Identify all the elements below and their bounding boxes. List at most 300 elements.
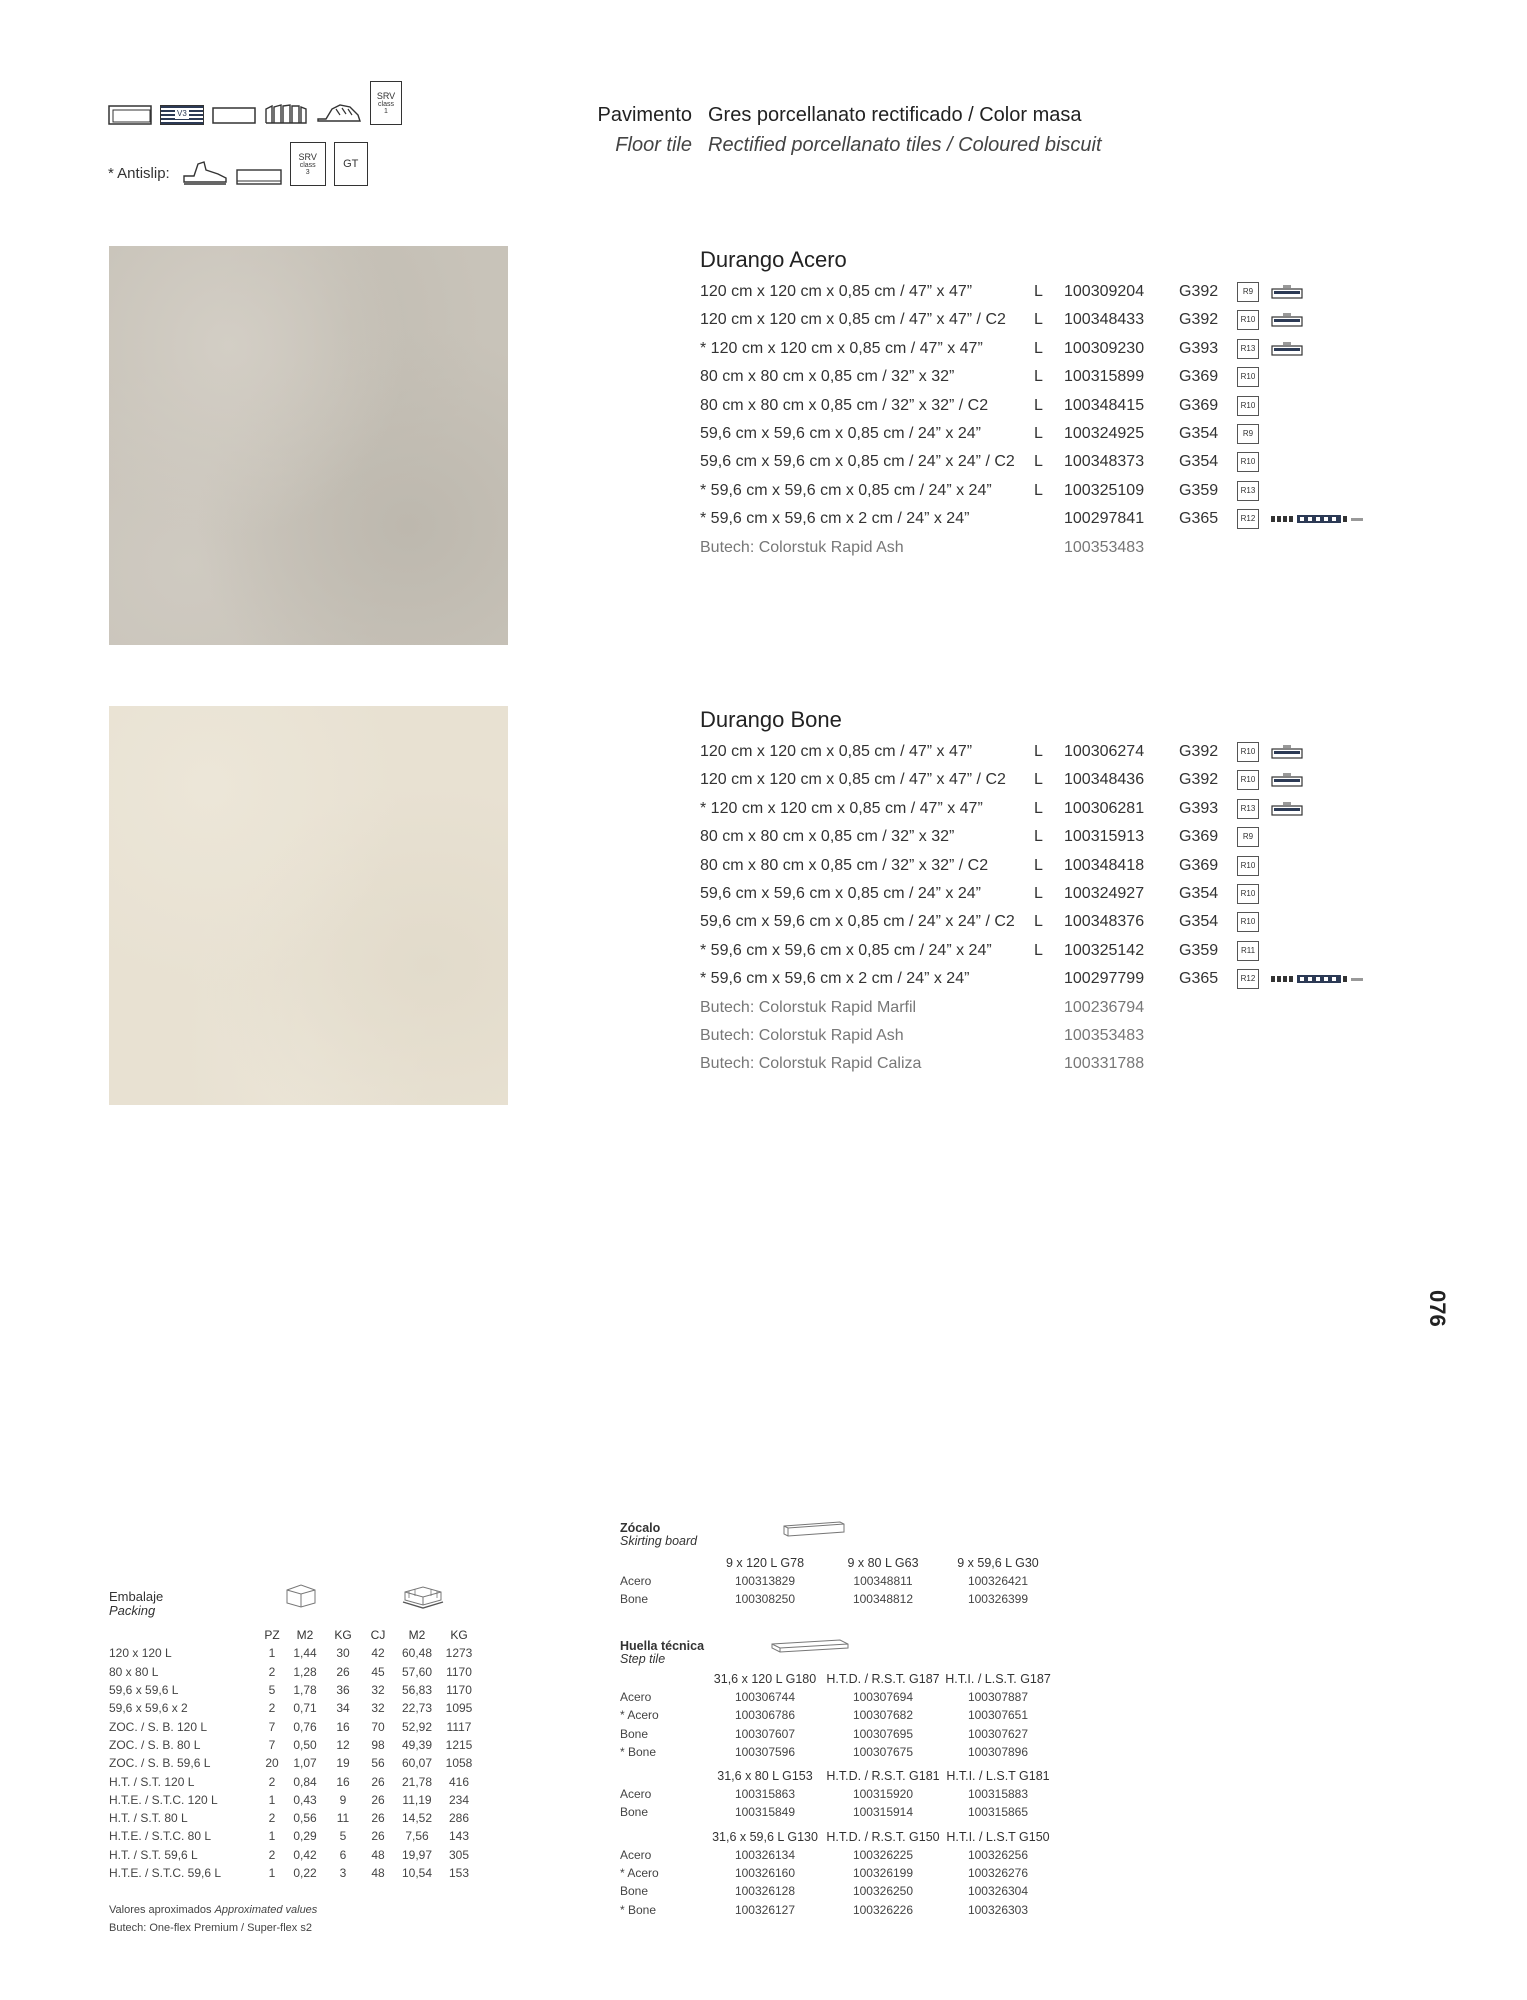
srv-class-3-badge: [290, 142, 326, 186]
product-row: [700, 738, 1400, 766]
packing-cell: 7,56: [405, 1829, 429, 1844]
product-row: [700, 448, 1400, 476]
gt-badge: [334, 142, 368, 186]
row-group: G365: [1179, 510, 1219, 528]
packing-row: [109, 1681, 479, 1699]
packing-cell: 5: [268, 1683, 276, 1698]
row-group: G359: [1179, 941, 1219, 959]
packing-cell: 1170: [446, 1683, 472, 1698]
packing-cell: H.T. / S.T. 80 L: [109, 1811, 188, 1826]
packing-cell: 1,78: [293, 1683, 317, 1698]
packing-header-cell: KG: [450, 1628, 468, 1643]
packing-cell: 0,56: [293, 1811, 317, 1826]
product-row: [700, 795, 1400, 823]
packing-cell: 286: [448, 1811, 470, 1826]
row-group: G392: [1179, 743, 1219, 760]
packing-cell: 2: [268, 1701, 276, 1716]
slip-rating-badge: R10: [1237, 742, 1259, 762]
row-group: G354: [1179, 884, 1219, 902]
packing-cell: 2: [268, 1847, 276, 1862]
skirting-board-icon: [782, 1520, 846, 1538]
packing-cell: H.T.E. / S.T.C. 120 L: [109, 1792, 218, 1807]
packing-cell: 60,07: [401, 1756, 433, 1771]
accessory-color-label: * Acero: [620, 1866, 659, 1881]
accessory-header-cell: H.T.I. / L.S.T. G187: [945, 1672, 1051, 1686]
accessory-row: [620, 1708, 1120, 1726]
packing-cell: 5: [339, 1829, 347, 1844]
product-durango-bone: [700, 702, 1400, 1079]
product-row: [700, 392, 1400, 420]
row-code: 100348433: [1064, 311, 1145, 329]
accessory-code: 100307694: [852, 1690, 914, 1704]
row-size: 80 cm x 80 cm x 0,85 cm / 32” x 32”: [700, 368, 955, 386]
packing-cell: 1,44: [293, 1646, 317, 1661]
packing-cell: H.T.E. / S.T.C. 59,6 L: [109, 1866, 222, 1880]
row-code: 100348415: [1064, 396, 1145, 414]
accessory-code: 100326127: [734, 1902, 796, 1917]
slip-rating-badge: R10: [1237, 912, 1259, 932]
packing-row: [109, 1846, 479, 1864]
slip-rating-badge: R10: [1237, 452, 1259, 472]
packing-cell: 19: [336, 1756, 350, 1771]
accessory-header-cell: 31,6 x 80 L G153: [717, 1769, 813, 1784]
accessory-code: 100315849: [734, 1805, 796, 1820]
row-size: Butech: Colorstuk Rapid Caliza: [700, 1055, 922, 1073]
packing-cell: 56,83: [401, 1683, 433, 1698]
row-code: 100309204: [1064, 283, 1145, 300]
skirting-title: [620, 1522, 1120, 1548]
row-size: 120 cm x 120 cm x 0,85 cm / 47” x 47”: [700, 283, 973, 300]
accessory-code: 100307695: [852, 1726, 914, 1741]
packing-cell: 36: [336, 1683, 350, 1698]
row-code: 100325142: [1064, 941, 1145, 959]
packing-cell: 234: [448, 1792, 470, 1807]
accessory-code: 100326160: [734, 1866, 796, 1881]
slip-rating-badge: R13: [1237, 481, 1259, 501]
accessory-color-label: Bone: [620, 1884, 649, 1899]
row-size: 120 cm x 120 cm x 0,85 cm / 47” x 47” / C2: [700, 771, 1006, 789]
header-label-es: Pavimento: [597, 104, 692, 126]
accessory-code: 100326304: [967, 1884, 1029, 1899]
accessory-code: 100307651: [967, 1708, 1029, 1723]
tech-tile-icon: [1271, 313, 1303, 327]
accessory-header-row: [620, 1830, 1120, 1848]
accessory-header-cell: H.T.D. / R.S.T. G187: [826, 1672, 940, 1686]
accessory-header-cell: H.T.I. / L.S.T G150: [946, 1829, 1050, 1844]
packing-row: [109, 1699, 479, 1717]
packing-cell: 1117: [446, 1719, 472, 1734]
accessory-code: 100307627: [967, 1726, 1029, 1741]
class-number: 3: [305, 169, 310, 176]
packing-cell: 57,60: [401, 1664, 433, 1679]
accessory-header-cell: 31,6 x 59,6 L G130: [712, 1829, 818, 1844]
packing-cell: 45: [371, 1664, 385, 1679]
accessory-header-row: [620, 1672, 1120, 1690]
packing-row: [109, 1772, 479, 1790]
row-size: 120 cm x 120 cm x 0,85 cm / 47” x 47” / C2: [700, 311, 1006, 329]
packing-cell: 49,39: [401, 1737, 433, 1752]
packing-cell: 7: [268, 1737, 276, 1752]
accessory-color-label: Acero: [620, 1787, 652, 1802]
accessory-header-row: [620, 1556, 1120, 1574]
accessory-row: [620, 1884, 1120, 1902]
row-size: * 59,6 cm x 59,6 cm x 0,85 cm / 24” x 24”: [700, 481, 992, 499]
packing-cell: 1: [268, 1829, 276, 1844]
accessory-code: 100348812: [852, 1592, 914, 1607]
row-finish: L: [1034, 856, 1043, 874]
row-code: 100315899: [1064, 368, 1145, 386]
accessory-row: [620, 1848, 1120, 1866]
packing-row: [109, 1717, 479, 1735]
shoe-icon: [182, 160, 228, 186]
row-code: 100306281: [1064, 799, 1145, 817]
row-size: 80 cm x 80 cm x 0,85 cm / 32” x 32” / C2: [700, 856, 989, 874]
product-row: [700, 420, 1400, 448]
v3-shade-icon: [160, 105, 204, 125]
accessory-code: 100307682: [852, 1708, 914, 1723]
row-group: G354: [1179, 913, 1219, 931]
page-number: 076: [1425, 1290, 1450, 1327]
header-label-en: Floor tile: [615, 134, 692, 156]
row-finish: L: [1034, 941, 1043, 959]
note-en: Approximated values: [214, 1904, 318, 1916]
product-row: [700, 534, 1400, 562]
packing-cell: 60,48: [401, 1646, 433, 1661]
accessory-code: 100348811: [853, 1574, 913, 1588]
packing-cell: 1215: [445, 1737, 473, 1752]
product-name: Durango Acero: [700, 247, 847, 272]
accessory-code: 100315914: [852, 1805, 914, 1820]
packing-cell: 22,73: [401, 1701, 433, 1716]
srv-class-1-badge: [370, 81, 402, 125]
row-finish: L: [1034, 396, 1043, 414]
accessory-color-label: Bone: [620, 1805, 649, 1820]
accessory-color-label: Bone: [620, 1726, 649, 1741]
packing-cell: 34: [336, 1701, 350, 1716]
accessory-code: 100326303: [967, 1902, 1029, 1917]
step-tile-icon: [770, 1636, 850, 1656]
durango-bone-swatch: [109, 706, 508, 1105]
product-row: [700, 1022, 1400, 1050]
tech-tile-icon: [1271, 285, 1303, 299]
accessory-header-cell: H.T.I. / L.S.T G181: [946, 1769, 1050, 1784]
packing-header-cell: CJ: [370, 1628, 386, 1643]
step-title-en: Step tile: [620, 1652, 666, 1666]
row-size: Butech: Colorstuk Rapid Ash: [700, 538, 904, 556]
packing-title-en: Packing: [109, 1603, 156, 1618]
accessory-color-label: Acero: [620, 1847, 652, 1862]
tech-tile-icon: [1271, 342, 1303, 356]
row-code: 100348436: [1064, 771, 1145, 789]
row-finish: L: [1034, 743, 1043, 760]
row-code: 100325109: [1064, 481, 1145, 499]
accessory-code: 100326226: [852, 1902, 914, 1917]
row-size: 59,6 cm x 59,6 cm x 0,85 cm / 24” x 24” / C2: [700, 453, 1015, 471]
product-row: [700, 937, 1400, 965]
packing-cell: H.T. / S.T. 120 L: [109, 1774, 195, 1789]
packing-cell: 11,19: [402, 1792, 432, 1807]
accessory-code: 100307675: [852, 1744, 914, 1759]
packing-cell: 48: [371, 1847, 385, 1862]
row-code: 100348373: [1064, 453, 1145, 471]
barefoot-tile-icon: [236, 164, 282, 186]
packing-cell: 12: [336, 1737, 350, 1752]
product-row: [700, 852, 1400, 880]
row-size: * 59,6 cm x 59,6 cm x 2 cm / 24” x 24”: [700, 970, 970, 988]
packing-cell: 0,71: [293, 1701, 317, 1716]
row-size: * 59,6 cm x 59,6 cm x 2 cm / 24” x 24”: [700, 510, 970, 528]
row-finish: L: [1034, 799, 1043, 817]
accessory-color-label: Acero: [620, 1690, 652, 1704]
thick-tile-logo-icon: [1271, 514, 1366, 524]
packing-cell: 52,92: [401, 1719, 433, 1734]
packing-title-es: Embalaje: [109, 1589, 164, 1604]
product-row: [700, 994, 1400, 1022]
row-finish: L: [1034, 339, 1043, 357]
rectified-tile-icon: [108, 105, 152, 125]
packing-cell: 1273: [445, 1646, 473, 1661]
row-size: * 120 cm x 120 cm x 0,85 cm / 47” x 47”: [700, 799, 983, 817]
accessory-color-label: * Bone: [620, 1902, 657, 1917]
product-row: [700, 880, 1400, 908]
row-size: Butech: Colorstuk Rapid Ash: [700, 1026, 904, 1044]
product-row: [700, 965, 1400, 993]
row-code: 100309230: [1064, 339, 1145, 357]
thin-tile-icon: [212, 105, 256, 125]
row-finish: L: [1034, 311, 1043, 329]
note-es: Valores aproximados: [109, 1904, 212, 1916]
packing-cell: 7: [268, 1719, 276, 1734]
packing-cell: 19,97: [401, 1847, 433, 1862]
accessory-code: 100315883: [967, 1787, 1029, 1802]
accessory-code: 100326134: [734, 1847, 796, 1862]
accessory-code: 100307887: [967, 1690, 1029, 1704]
accessory-row: [620, 1727, 1120, 1745]
row-size: 59,6 cm x 59,6 cm x 0,85 cm / 24” x 24”: [700, 884, 981, 902]
packing-cell: 0,22: [293, 1866, 317, 1880]
packing-row: [109, 1809, 479, 1827]
packing-cell: 56: [371, 1756, 385, 1771]
product-row: [700, 477, 1400, 505]
product-row: [700, 335, 1400, 363]
row-size: Butech: Colorstuk Rapid Marfil: [700, 998, 917, 1016]
packing-cell: 42: [371, 1646, 385, 1661]
packing-cell: 0,29: [293, 1829, 317, 1844]
row-code: 100297841: [1064, 510, 1145, 528]
accessory-row: [620, 1787, 1120, 1805]
accessory-color-label: Bone: [620, 1592, 649, 1607]
packing-header-cell: M2: [408, 1628, 426, 1643]
header-english: [560, 130, 1320, 160]
accessory-code: 100326421: [967, 1574, 1029, 1588]
pallet-icon: [399, 1582, 447, 1610]
packing-cell: 16: [336, 1719, 350, 1734]
accessory-code: 100326276: [967, 1866, 1029, 1881]
packing-row: [109, 1663, 479, 1681]
packing-cell: 2: [268, 1811, 276, 1826]
slip-rating-badge: R9: [1237, 827, 1259, 847]
row-finish: L: [1034, 424, 1043, 442]
row-finish: L: [1034, 771, 1043, 789]
row-finish: L: [1034, 453, 1043, 471]
accessory-header-cell: 9 x 120 L G78: [725, 1556, 805, 1570]
packing-cell: 32: [371, 1683, 385, 1698]
packing-row: [109, 1644, 479, 1662]
accessory-header-cell: 9 x 59,6 L G30: [957, 1556, 1039, 1570]
row-group: G393: [1179, 799, 1219, 817]
slip-rating-badge: R13: [1237, 339, 1259, 359]
packing-cell: 1,07: [293, 1756, 317, 1771]
accessory-row: [620, 1592, 1120, 1610]
class-number: 1: [384, 108, 388, 115]
product-rows: [700, 278, 1400, 562]
packing-cell: 0,43: [293, 1792, 317, 1807]
packing-cell: 0,84: [293, 1774, 317, 1789]
row-finish: L: [1034, 884, 1043, 902]
packing-cell: 26: [371, 1774, 385, 1789]
approx-values-note: [109, 1904, 317, 1916]
packing-cell: 98: [371, 1737, 385, 1752]
slip-rating-badge: R12: [1237, 969, 1259, 989]
row-code: 100348376: [1064, 913, 1145, 931]
packing-cell: 0,42: [293, 1847, 317, 1862]
packing-section: [109, 1589, 489, 1934]
accessory-color-label: * Bone: [620, 1744, 657, 1759]
packing-cell: 9: [339, 1792, 347, 1807]
row-code: 100353483: [1064, 538, 1145, 556]
accessory-row: [620, 1805, 1120, 1823]
row-code: 100331788: [1064, 1055, 1145, 1073]
accessory-code: 100313829: [734, 1574, 796, 1588]
skirting-title-en: Skirting board: [620, 1534, 698, 1548]
packing-cell: 26: [336, 1664, 350, 1679]
packing-row: [109, 1736, 479, 1754]
header-desc-es: Gres porcellanato rectificado / Color masa: [708, 104, 1082, 126]
slip-rating-badge: R10: [1237, 856, 1259, 876]
packing-cell: 2: [268, 1774, 276, 1789]
accessory-code: 100307607: [734, 1726, 796, 1741]
product-row: [700, 908, 1400, 936]
packing-cell: 11: [336, 1811, 350, 1826]
product-row: [700, 505, 1400, 533]
tech-tile-icon: [1271, 745, 1303, 759]
packing-cell: 2: [268, 1664, 276, 1679]
packing-cell: 59,6 x 59,6 L: [109, 1683, 179, 1698]
row-size: * 59,6 cm x 59,6 cm x 0,85 cm / 24” x 24”: [700, 941, 992, 959]
step-title-es: Huella técnica: [620, 1639, 705, 1653]
wall-floor-icon: [264, 103, 308, 125]
product-row: [700, 1050, 1400, 1078]
packing-cell: ZOC. / S. B. 59,6 L: [109, 1756, 211, 1771]
row-code: 100324927: [1064, 884, 1145, 902]
class-text: class: [299, 162, 316, 169]
step-table: [620, 1672, 1120, 1921]
packing-cell: 153: [448, 1866, 470, 1880]
packing-cell: 10,54: [401, 1866, 433, 1880]
packing-cell: 16: [336, 1774, 350, 1789]
row-group: G365: [1179, 970, 1219, 988]
packing-cell: H.T. / S.T. 59,6 L: [109, 1847, 198, 1862]
packing-header-cell: [109, 1626, 259, 1644]
product-rows: [700, 738, 1400, 1079]
packing-table: [109, 1626, 479, 1882]
product-row: [700, 766, 1400, 794]
accessory-code: 100306744: [734, 1690, 796, 1704]
row-group: G354: [1179, 424, 1219, 442]
tech-tile-icon: [1271, 802, 1303, 816]
row-size: 80 cm x 80 cm x 0,85 cm / 32” x 32”: [700, 828, 955, 846]
packing-cell: 1058: [445, 1756, 473, 1771]
packing-cell: 30: [336, 1646, 350, 1661]
accessories-section: [620, 1521, 1120, 1917]
packing-cell: ZOC. / S. B. 120 L: [109, 1719, 208, 1734]
slip-rating-badge: R9: [1237, 424, 1259, 444]
product-row: [700, 823, 1400, 851]
packing-row: [109, 1791, 479, 1809]
row-size: 59,6 cm x 59,6 cm x 0,85 cm / 24” x 24” / C2: [700, 913, 1015, 931]
row-group: G354: [1179, 453, 1219, 471]
packing-row: [109, 1827, 479, 1845]
packing-cell: 20: [265, 1756, 279, 1771]
row-code: 100315913: [1064, 828, 1145, 846]
row-code: 100297799: [1064, 970, 1145, 988]
row-group: G392: [1179, 283, 1219, 300]
row-size: 80 cm x 80 cm x 0,85 cm / 32” x 32” / C2: [700, 396, 989, 414]
packing-cell: 80 x 80 L: [109, 1664, 159, 1679]
row-size: 59,6 cm x 59,6 cm x 0,85 cm / 24” x 24”: [700, 424, 981, 442]
packing-header-cell: KG: [334, 1628, 352, 1643]
page-header: [560, 100, 1320, 160]
packing-cell: 1,28: [293, 1664, 317, 1679]
row-group: G392: [1179, 311, 1219, 329]
row-finish: L: [1034, 828, 1043, 846]
packing-row: [109, 1754, 479, 1772]
accessory-code: 100315863: [734, 1787, 796, 1802]
slip-rating-badge: R10: [1237, 367, 1259, 387]
foot-traffic-icon: [316, 101, 362, 125]
accessory-color-label: Acero: [620, 1574, 652, 1588]
step-title: [620, 1640, 704, 1666]
accessory-row: [620, 1690, 1120, 1708]
packing-cell: 0,50: [293, 1737, 317, 1752]
adhesive-note: Butech: One-flex Premium / Super-flex s2: [109, 1922, 312, 1934]
packing-body: [109, 1644, 479, 1882]
packing-cell: 14,52: [401, 1811, 433, 1826]
packing-cell: 1095: [445, 1701, 473, 1716]
row-group: G393: [1179, 339, 1219, 357]
srv-text: SRV: [376, 91, 396, 101]
accessory-code: 100308250: [734, 1592, 796, 1607]
row-code: 100353483: [1064, 1026, 1145, 1044]
accessory-code: 100326256: [967, 1847, 1029, 1862]
row-finish: L: [1034, 481, 1043, 499]
row-group: G359: [1179, 481, 1219, 499]
gt-text: GT: [343, 158, 359, 170]
packing-header-cell: PZ: [264, 1628, 280, 1643]
skirting-table: [620, 1556, 1120, 1611]
v3-label: V3: [177, 109, 187, 118]
slip-rating-badge: R13: [1237, 799, 1259, 819]
product-row: [700, 363, 1400, 391]
accessory-code: 100326250: [852, 1884, 914, 1899]
packing-cell: 1: [268, 1792, 276, 1807]
slip-rating-badge: R10: [1237, 770, 1259, 790]
packing-cell: 21,78: [401, 1774, 433, 1789]
packing-cell: 1: [268, 1866, 276, 1880]
slip-rating-badge: R11: [1237, 941, 1259, 961]
packing-cell: 48: [371, 1866, 385, 1880]
row-code: 100348418: [1064, 856, 1145, 874]
